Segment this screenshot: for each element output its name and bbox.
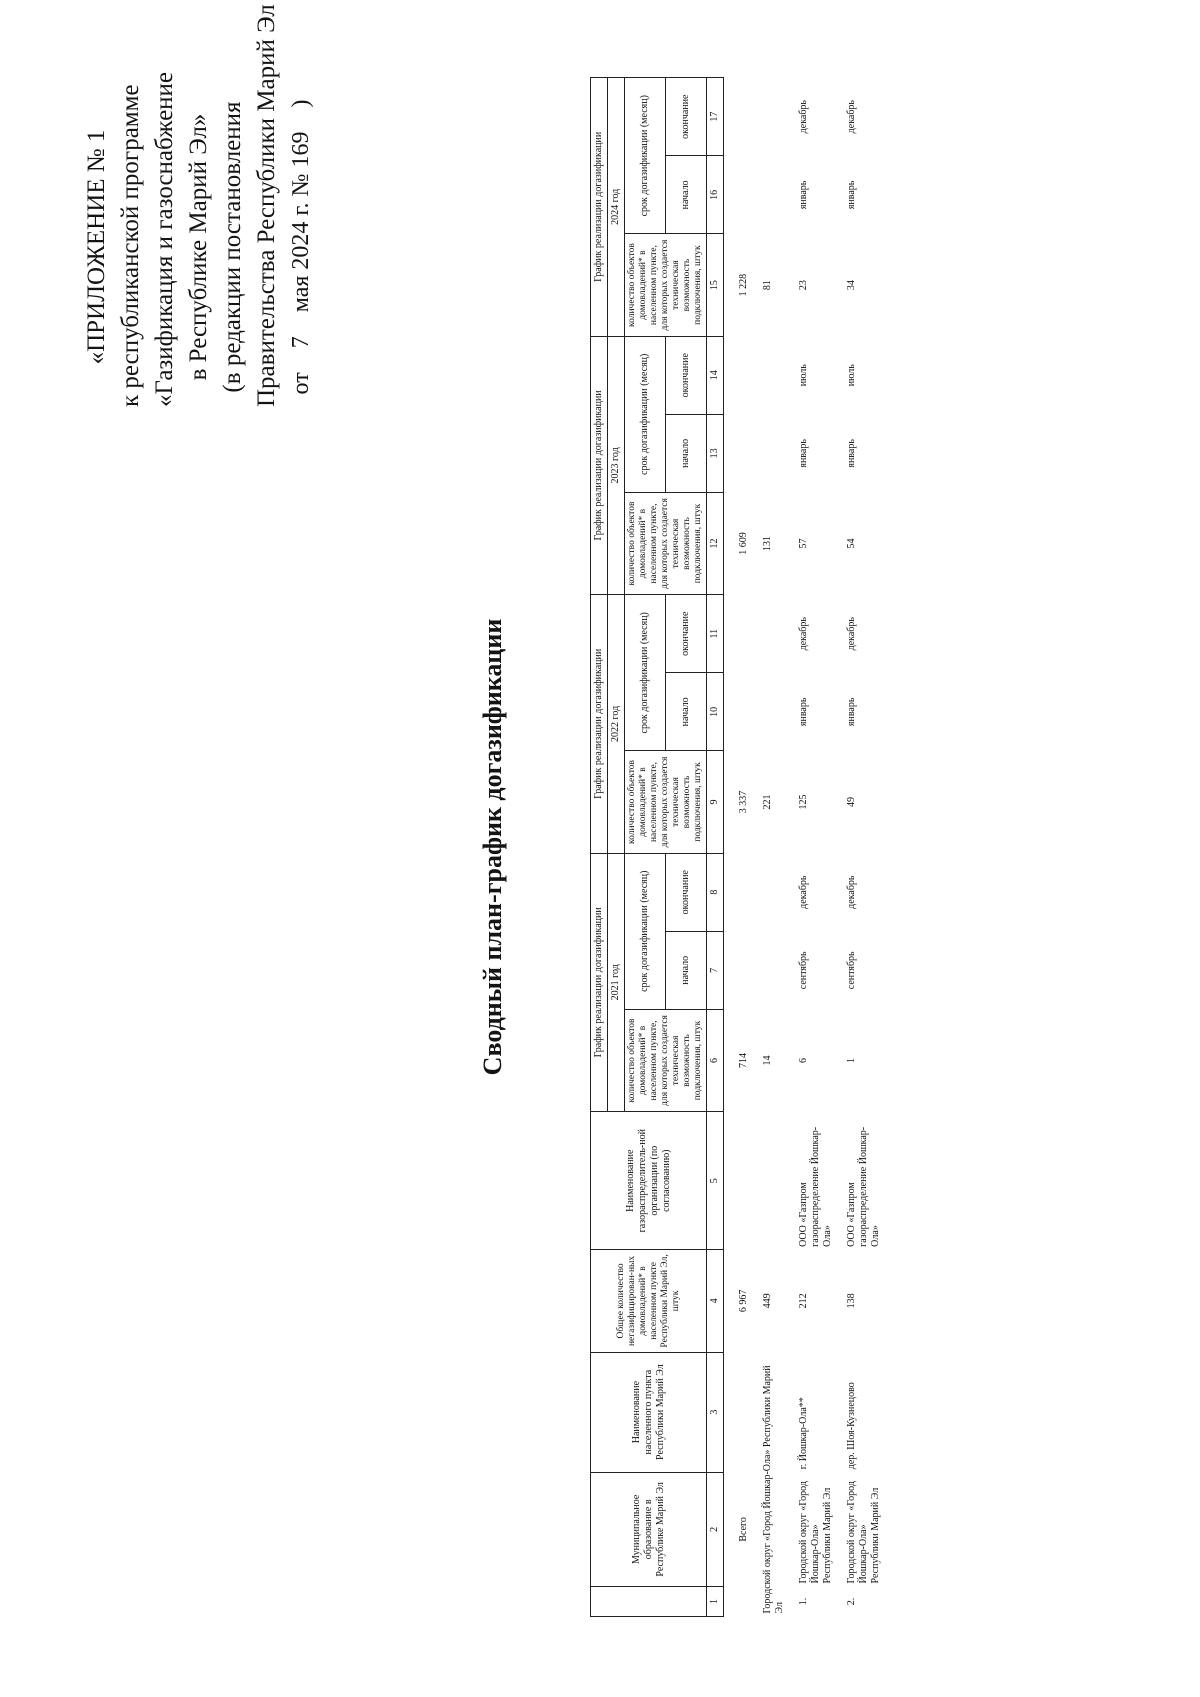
appendix-doc-number: 169 — [288, 131, 314, 168]
header-number — [591, 1586, 707, 1616]
appendix-date-prefix: от — [288, 372, 314, 395]
column-number: 16 — [707, 156, 724, 234]
row-start-2024: январь — [798, 180, 809, 210]
header-period-2021: срок догазификации (месяц) — [625, 853, 666, 1009]
header-end-2021: окончание — [666, 853, 707, 931]
table-row — [840, 78, 888, 1617]
row-start-2022: январь — [798, 697, 809, 727]
district-label: Городской округ «Город Йошкар-Ола» Республики Марий Эл — [762, 1365, 785, 1614]
row-end-2024: декабрь — [798, 100, 809, 134]
row-end-2023: июль — [798, 364, 809, 387]
column-number: 14 — [707, 336, 724, 414]
header-start-2021: начало — [666, 931, 707, 1009]
row-count-2023: 54 — [846, 538, 857, 549]
header-gdo: Наименование газораспределитель-ной организации (по согласованию) — [591, 1112, 707, 1250]
row-municipality: Городской округ «Город Йошкар-Ола» Республики Марий Эл — [798, 1481, 833, 1584]
column-number: 6 — [707, 1009, 724, 1111]
row-start-2022: январь — [846, 697, 857, 727]
header-period-2022: срок догазификации (месяц) — [625, 595, 666, 751]
row-end-2023: июль — [846, 364, 857, 387]
row-gdo: ООО «Газпром газораспределение Йошкар-Ола» — [846, 1126, 881, 1247]
total-households: 6 967 — [738, 1289, 749, 1313]
district-row — [756, 78, 792, 1617]
header-schedule-2024: График реализации догазификации — [591, 78, 608, 337]
header-year-2021: 2021 год — [608, 853, 625, 1111]
total-row — [724, 78, 757, 1617]
column-number: 7 — [707, 931, 724, 1009]
column-number: 4 — [707, 1250, 724, 1352]
appendix-line: (в редакции постановления — [219, 101, 246, 393]
row-settlement: г. Йошкар-Ола** — [798, 1397, 809, 1470]
row-settlement: дер. Шоя-Кузнецово — [846, 1382, 857, 1470]
row-end-2024: декабрь — [846, 100, 857, 134]
header-end-2022: окончание — [666, 595, 707, 673]
appendix-line: «ПРИЛОЖЕНИЕ № 1 — [83, 129, 110, 365]
row-start-2023: январь — [798, 439, 809, 468]
row-total-households: 212 — [798, 1293, 809, 1309]
schedule-table — [590, 77, 888, 1617]
total-count-2024: 1 228 — [738, 273, 749, 297]
district-count-2021: 14 — [762, 1055, 773, 1066]
total-count-2022: 3 337 — [738, 790, 749, 814]
header-start-2022: начало — [666, 673, 707, 751]
row-end-2022: декабрь — [798, 617, 809, 651]
column-number: 11 — [707, 595, 724, 673]
column-number: 2 — [707, 1472, 724, 1586]
column-number: 15 — [707, 234, 724, 336]
header-end-2024: окончание — [666, 78, 707, 156]
row-number: 1. — [798, 1597, 809, 1606]
header-end-2023: окончание — [666, 336, 707, 414]
appendix-line: «Газификация и газоснабжение — [151, 71, 178, 407]
appendix-line: Правительства Республики Марий Эл — [253, 4, 280, 407]
appendix-date-month-year: мая 2024 г. № — [288, 173, 314, 313]
total-label: Всего — [738, 1517, 749, 1542]
row-start-2024: январь — [846, 180, 857, 210]
header-start-2023: начало — [666, 414, 707, 492]
header-municipality: Муниципальное образование в Республике Марий Эл — [591, 1472, 707, 1586]
row-count-2021: 6 — [798, 1057, 809, 1063]
row-start-2023: январь — [846, 439, 857, 468]
column-number: 3 — [707, 1352, 724, 1472]
column-number: 13 — [707, 414, 724, 492]
header-count-2022: количество объектов домовладений* в населенном пункте, для которых создается техническая возможность подключения, штук — [625, 751, 707, 853]
schedule-table-wrapper — [590, 77, 888, 1617]
header-schedule-2021: График реализации догазификации — [591, 853, 608, 1111]
district-count-2024: 81 — [762, 280, 773, 291]
column-number: 12 — [707, 492, 724, 594]
column-number: 8 — [707, 853, 724, 931]
header-total-households: Общее количество негазифицирован-ных домовладений* в населенном пункте Республики Марий Эл, штук — [591, 1250, 707, 1352]
row-start-2021: сентябрь — [846, 951, 857, 990]
appendix-close-paren: ) — [288, 99, 314, 108]
appendix-line: к республиканской программе — [117, 84, 144, 407]
district-count-2022: 221 — [762, 794, 773, 810]
header-year-2024: 2024 год — [608, 78, 625, 337]
total-count-2023: 1 609 — [738, 532, 749, 555]
row-end-2022: декабрь — [846, 617, 857, 651]
row-start-2021: сентябрь — [798, 951, 809, 990]
header-count-2021: количество объектов домовладений* в населенном пункте, для которых создается техническая возможность подключения, штук — [625, 1009, 707, 1111]
district-households: 449 — [762, 1293, 773, 1309]
column-number: 1 — [707, 1586, 724, 1616]
header-schedule-2023: График реализации догазификации — [591, 336, 608, 594]
row-number: 2. — [846, 1597, 857, 1606]
column-number: 17 — [707, 78, 724, 156]
header-count-2024: количество объектов домовладений* в населенном пункте, для которых создается техническая возможность подключения, штук — [625, 234, 707, 336]
column-number: 5 — [707, 1112, 724, 1250]
header-period-2023: срок догазификации (месяц) — [625, 336, 666, 492]
column-number: 10 — [707, 673, 724, 751]
appendix-line: в Республике Марий Эл» — [185, 113, 212, 381]
column-number: 9 — [707, 751, 724, 853]
row-count-2022: 125 — [798, 794, 809, 810]
header-start-2024: начало — [666, 156, 707, 234]
row-end-2021: декабрь — [846, 875, 857, 909]
total-count-2021: 714 — [738, 1052, 749, 1068]
header-schedule-2022: График реализации догазификации — [591, 595, 608, 853]
appendix-date-line — [284, 87, 318, 407]
row-count-2023: 57 — [798, 538, 809, 549]
district-count-2023: 131 — [762, 536, 773, 552]
row-end-2021: декабрь — [798, 875, 809, 909]
header-count-2023: количество объектов домовладений* в населенном пункте, для которых создается техническая возможность подключения, штук — [625, 492, 707, 594]
header-year-2022: 2022 год — [608, 595, 625, 853]
appendix-header — [80, 4, 318, 407]
row-count-2024: 23 — [798, 280, 809, 291]
row-count-2021: 1 — [846, 1057, 857, 1063]
row-municipality: Городской округ «Город Йошкар-Ола» Республики Марий Эл — [846, 1481, 881, 1584]
row-gdo: ООО «Газпром газораспределение Йошкар-Ола» — [798, 1126, 833, 1247]
document-title: Сводный план-график догазификации — [478, 618, 507, 1076]
row-count-2024: 34 — [846, 280, 857, 291]
table-row — [792, 78, 840, 1617]
row-count-2022: 49 — [846, 797, 857, 807]
appendix-date-day: 7 — [288, 336, 314, 349]
row-total-households: 138 — [846, 1293, 857, 1309]
header-year-2023: 2023 год — [608, 336, 625, 594]
header-period-2024: срок догазификации (месяц) — [625, 78, 666, 234]
header-settlement: Наименование населенного пункта Республики Марий Эл — [591, 1352, 707, 1472]
